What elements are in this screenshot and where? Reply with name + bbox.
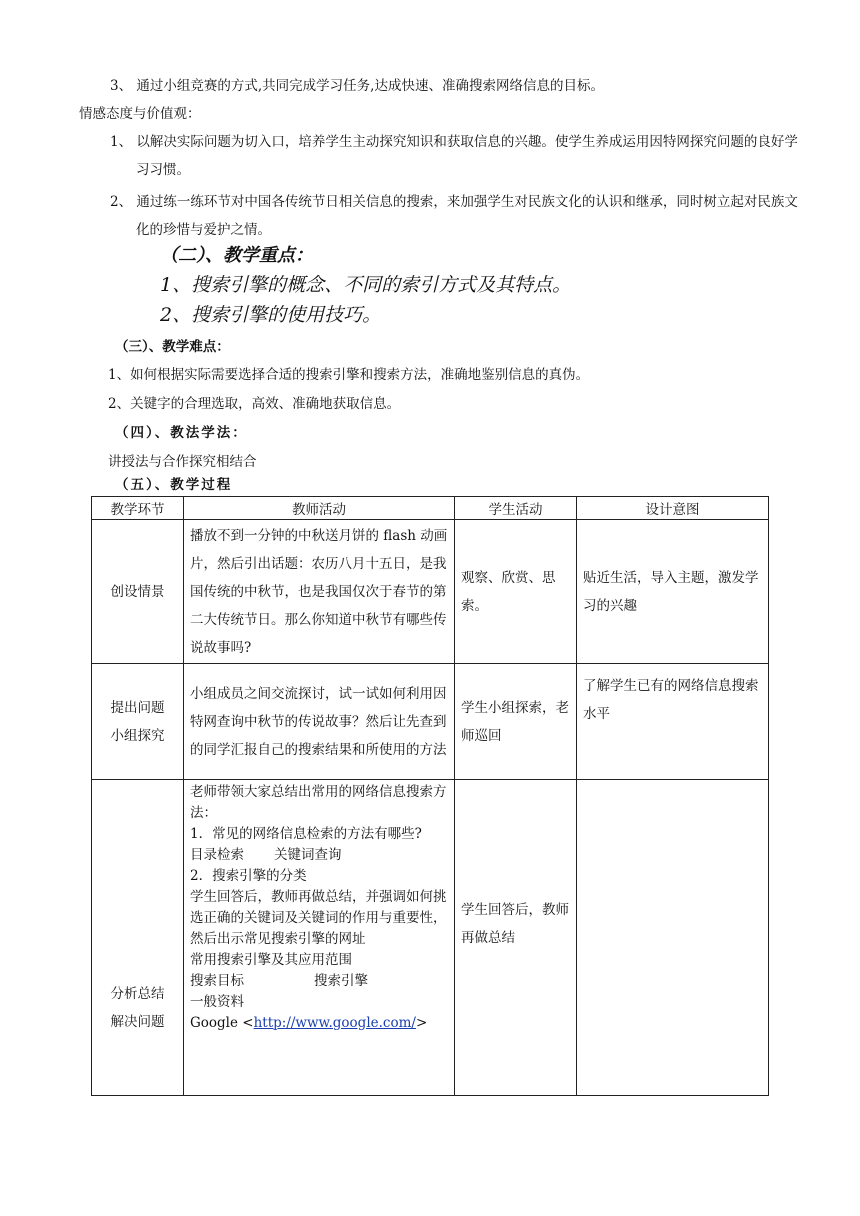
emotion-item-2: 2、 通过练一练环节对中国各传统节日相关信息的搜索，来加强学生对民族文化的认识和继承，同时树立起对民族文化的珍惜与爱护之情。 [110, 194, 798, 238]
difficulty-1: 1、如何根据实际需要选择合适的搜索引擎和搜索方法，准确地鉴别信息的真伪。 [108, 367, 590, 383]
objective-item-3: 3、 通过小组竞赛的方式,共同完成学习任务,达成快速、准确搜索网络信息的目标。 [110, 78, 604, 94]
google-entry [190, 1013, 448, 1034]
key-points-heading: （二）、教学重点： [160, 245, 313, 266]
key-point-2: 2、搜索引擎的使用技巧。 [160, 304, 382, 326]
header-intent: 设计意图 [577, 497, 769, 520]
stage-line-1: 提出问题 [110, 699, 165, 716]
difficulties-heading: （三）、教学难点： [115, 339, 230, 355]
student-activity-cell: 学生回答后，教师再做总结 [455, 780, 577, 1096]
design-intent-cell: 贴近生活，导入主题，激发学习的兴趣 [577, 520, 769, 664]
key-point-1: 1、搜索引擎的概念、不同的索引方式及其特点。 [160, 274, 572, 296]
stage-cell: 创设情景 [92, 520, 184, 664]
methods-heading: （四）、教法学法： [115, 425, 248, 441]
question-2: 2．搜索引擎的分类 [190, 868, 307, 884]
teacher-activity-cell: 播放不到一分钟的中秋送月饼的 flash 动画片，然后引出话题：农历八月十五日，是我国传统的中秋节，也是我国仅次于春节的第二大传统节日。那么你知道中秋节有哪些传说故事吗? [184, 520, 455, 664]
design-intent-cell: 了解学生已有的网络信息搜索水平 [577, 664, 769, 780]
col-search-target: 搜索目标 [190, 973, 244, 989]
google-label: Google < [190, 1015, 254, 1031]
header-stage: 教学环节 [92, 497, 184, 520]
engines-columns [190, 971, 448, 992]
process-heading: （五）、教学过程 [115, 477, 233, 493]
directory-search: 目录检索 [190, 847, 244, 863]
student-activity-cell: 观察、欣赏、思索。 [455, 520, 577, 664]
table-row [92, 520, 769, 664]
summary-intro: 老师带领大家总结出常用的网络信息搜索方法： [190, 784, 447, 821]
emotion-heading: 情感态度与价值观： [79, 106, 201, 122]
table-row [92, 780, 769, 1096]
table-row [92, 664, 769, 780]
header-teacher: 教师活动 [184, 497, 455, 520]
question-1: 1．常见的网络信息检索的方法有哪些? [190, 826, 422, 842]
difficulty-2: 2、关键字的合理选取，高效、准确地获取信息。 [108, 396, 401, 412]
teacher-activity-cell: 小组成员之间交流探讨，试一试如何利用因特网查询中秋节的传说故事？然后让先查到的同学汇报自己的搜索结果和所使用的方法 [184, 664, 455, 780]
engines-heading: 常用搜索引擎及其应用范围 [190, 952, 352, 968]
header-student: 学生活动 [455, 497, 577, 520]
general-info: 一般资料 [190, 994, 244, 1010]
col-search-engine: 搜索引擎 [314, 973, 368, 989]
design-intent-cell [577, 780, 769, 1096]
teacher-summary: 学生回答后，教师再做总结，并强调如何挑选正确的关键词及关键词的作用与重要性，然后出示常见搜索引擎的网址 [190, 889, 447, 947]
stage-line-2: 小组探究 [110, 727, 165, 744]
table-header-row [92, 497, 769, 520]
student-activity-cell: 学生小组探索，老师巡回 [455, 664, 577, 780]
stage-cell [92, 780, 184, 1096]
google-end: > [415, 1015, 428, 1031]
stage-line-1: 分析总结 [110, 986, 165, 1002]
teacher-activity-cell [184, 780, 455, 1096]
stage-cell [92, 664, 184, 780]
teaching-process-table [91, 496, 769, 1096]
search-methods-line [190, 845, 448, 866]
stage-line-2: 解决问题 [110, 1014, 165, 1030]
methods-text: 讲授法与合作探究相结合 [108, 454, 257, 470]
emotion-item-1: 1、 以解决实际问题为切入口，培养学生主动探究知识和获取信息的兴趣。使学生养成运用因特网探究问题的良好学习习惯。 [110, 134, 798, 178]
keyword-query: 关键词查询 [274, 847, 342, 863]
google-link[interactable]: http://www.google.com/ [253, 1015, 416, 1031]
